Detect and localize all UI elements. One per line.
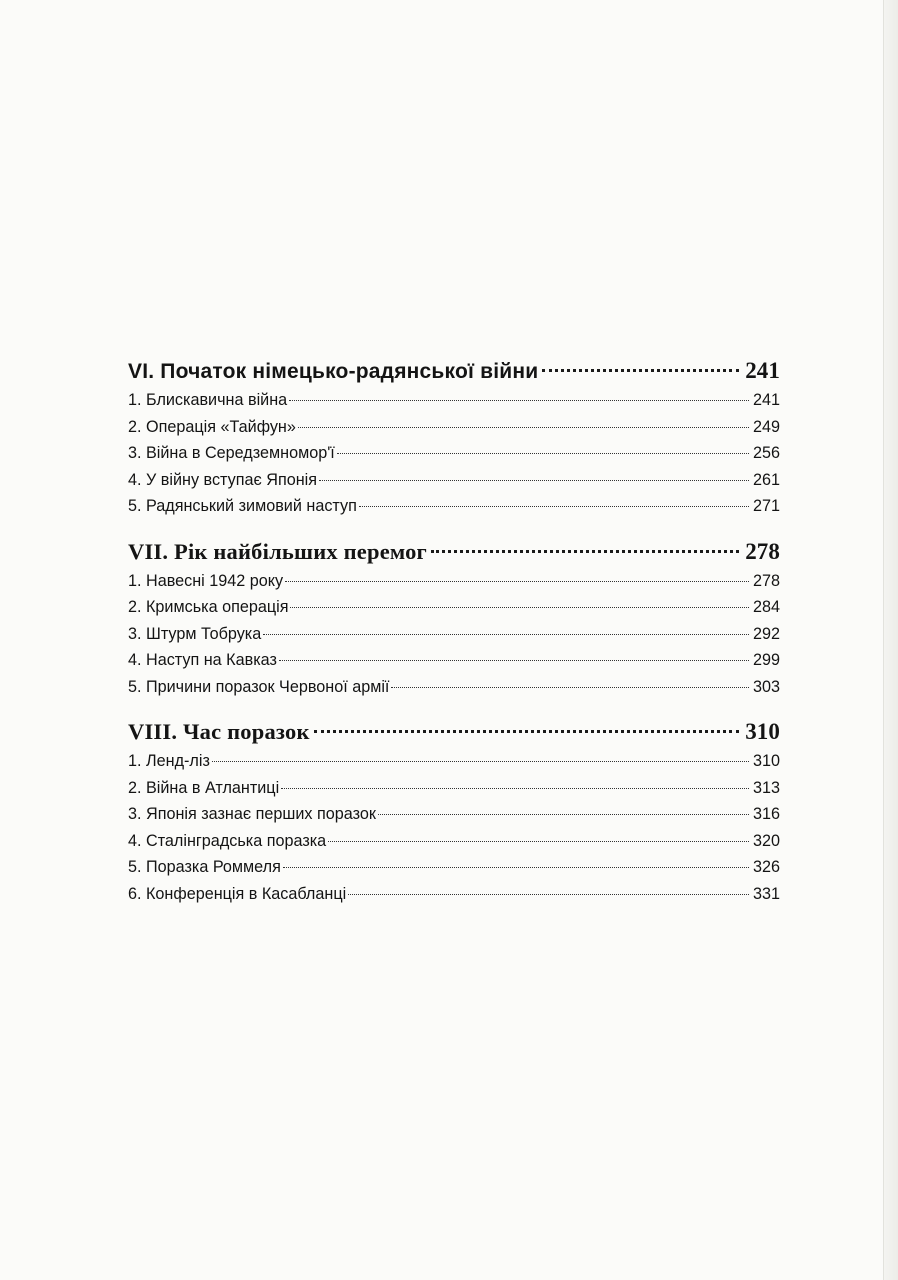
dot-leader [298, 427, 749, 428]
toc-entry[interactable] [128, 828, 780, 855]
chapter-heading[interactable] [128, 355, 780, 387]
toc-entry[interactable] [128, 387, 780, 414]
dot-leader [337, 453, 749, 454]
toc-entry-page: 271 [752, 497, 780, 515]
toc-entry-page: 261 [752, 470, 780, 489]
toc-entry-label: 3. Війна в Середземномор'ї [128, 444, 335, 462]
toc-entry-label: 3. Японія зазнає перших поразок [128, 805, 376, 823]
toc-entry[interactable] [128, 414, 780, 441]
dot-leader [359, 506, 749, 507]
toc-entry-label: 4. У війну вступає Японія [128, 470, 318, 489]
toc-entry-label: 2. Операція «Тайфун» [128, 417, 296, 436]
toc-entry-label: 5. Радянський зимовий наступ [128, 497, 357, 515]
toc-entry[interactable] [128, 674, 780, 701]
toc-entry[interactable] [128, 647, 780, 674]
chapter-page-number: 278 [745, 538, 780, 564]
toc-entry-label: 2. Кримська операція [128, 598, 289, 616]
toc-entry[interactable] [128, 594, 780, 621]
dot-leader [328, 841, 749, 842]
chapter-title: VIII. Час поразок [128, 719, 310, 744]
toc-entry-page: 278 [752, 571, 780, 590]
toc-entry-page: 316 [752, 805, 780, 823]
dot-leader [319, 480, 749, 481]
chapter-vii [128, 536, 780, 701]
toc-entry-label: 4. Наступ на Кавказ [128, 651, 277, 669]
toc-entry-page: 303 [752, 677, 780, 696]
toc-entry-label: 1. Блискавична війна [128, 391, 288, 409]
chapter-viii [128, 716, 780, 907]
toc-entry-label: 5. Причини поразок Червоної армії [128, 677, 390, 696]
toc-entry[interactable] [128, 621, 780, 648]
chapter-heading[interactable] [128, 716, 780, 748]
toc-entry-page: 310 [752, 752, 780, 770]
toc-entry[interactable] [128, 568, 780, 595]
toc-entry-label: 1. Ленд-ліз [128, 752, 210, 770]
dot-leader [431, 550, 739, 553]
dot-leader [378, 814, 749, 815]
dot-leader [314, 730, 740, 733]
dot-leader [212, 761, 749, 762]
dot-leader [290, 607, 749, 608]
toc-entry-page: 256 [752, 444, 780, 462]
toc-entry-label: 5. Поразка Роммеля [128, 858, 281, 876]
toc-entry[interactable] [128, 467, 780, 494]
dot-leader [263, 634, 749, 635]
dot-leader [391, 687, 749, 688]
toc-entry-page: 284 [752, 598, 780, 616]
toc-entry-label: 6. Конференція в Касабланці [128, 884, 347, 903]
chapter-heading[interactable] [128, 536, 780, 568]
toc-entry-label: 4. Сталінградська поразка [128, 831, 327, 850]
toc-entry[interactable] [128, 440, 780, 467]
toc-entry-page: 292 [752, 624, 780, 643]
toc-entry-label: 2. Війна в Атлантиці [128, 778, 280, 797]
dot-leader [285, 581, 749, 582]
dot-leader [283, 867, 749, 868]
toc-entry[interactable] [128, 775, 780, 802]
table-of-contents [128, 355, 780, 923]
page-edge [883, 0, 898, 1280]
toc-entry[interactable] [128, 854, 780, 881]
chapter-page-number: 310 [745, 719, 780, 744]
toc-entry-page: 249 [752, 417, 780, 436]
dot-leader [348, 894, 749, 895]
toc-entry[interactable] [128, 881, 780, 908]
toc-entry[interactable] [128, 748, 780, 775]
toc-entry[interactable] [128, 493, 780, 520]
dot-leader [542, 369, 739, 372]
chapter-title: VII. Рік найбільших перемог [128, 538, 427, 564]
chapter-vi [128, 355, 780, 520]
toc-entry-page: 299 [752, 651, 780, 669]
toc-entry-label: 1. Навесні 1942 року [128, 571, 284, 590]
dot-leader [281, 788, 749, 789]
toc-entry-page: 326 [752, 858, 780, 876]
chapter-title: VI. Початок німецько-радянської війни [128, 360, 539, 383]
toc-entry-page: 331 [752, 884, 780, 903]
toc-entry[interactable] [128, 801, 780, 828]
toc-entry-page: 320 [752, 831, 780, 850]
dot-leader [289, 400, 749, 401]
toc-entry-label: 3. Штурм Тобрука [128, 624, 262, 643]
toc-entry-page: 241 [752, 391, 780, 409]
dot-leader [279, 660, 749, 661]
toc-entry-page: 313 [752, 778, 780, 797]
chapter-page-number: 241 [745, 358, 780, 383]
